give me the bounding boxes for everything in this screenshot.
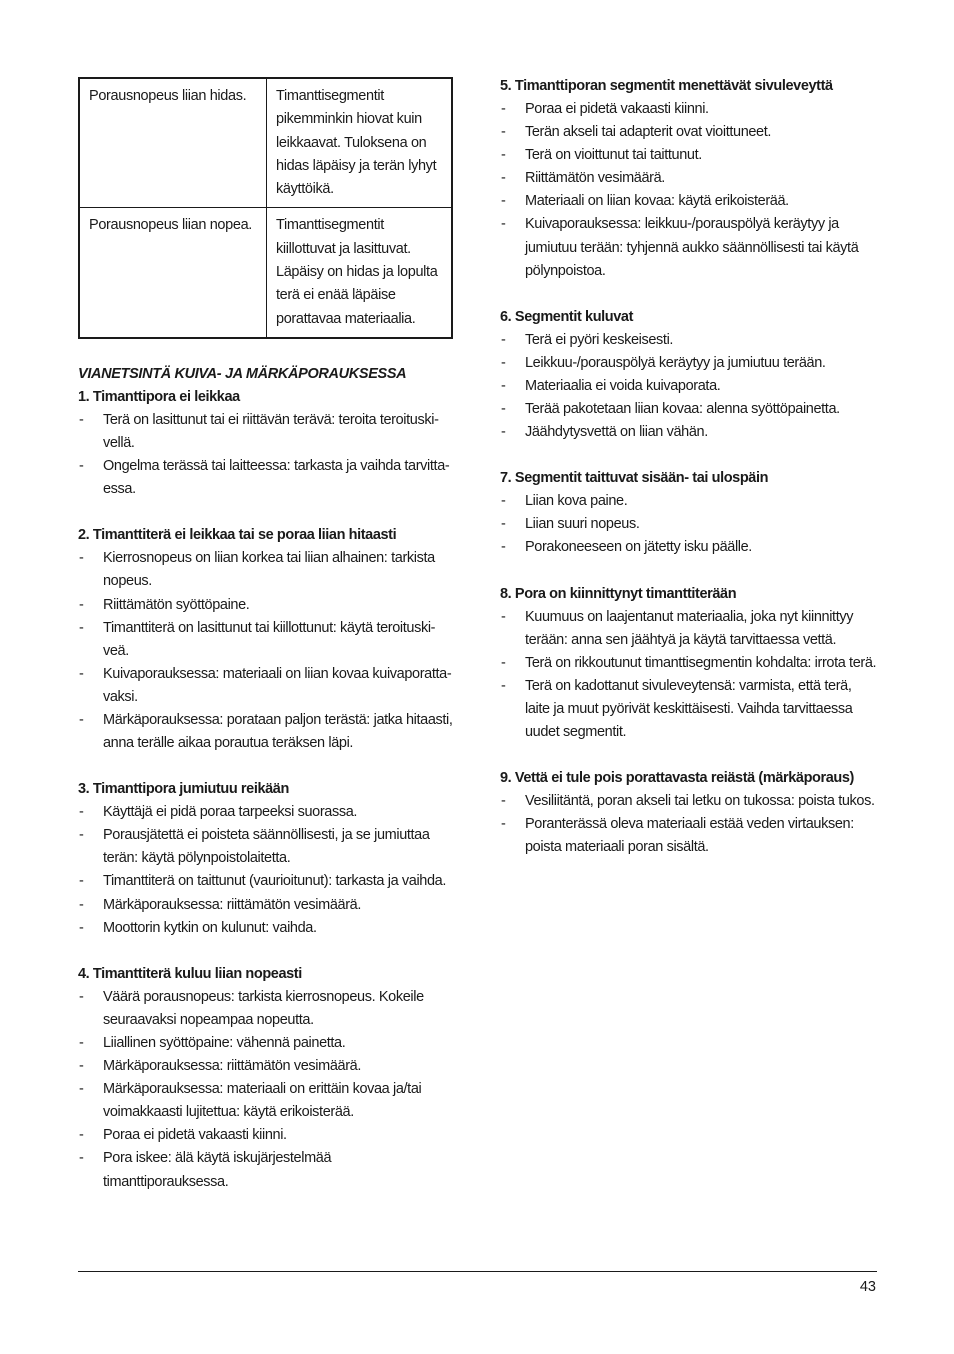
list-item: - Riittämätön vesimäärä.	[500, 167, 878, 190]
list-item: - Timanttiterä on lasittunut tai kiillottunut: käytä teroituskiveä.	[78, 617, 454, 663]
list-item: - Poranterässä oleva materiaali estää veden virtauksen: poista materiaali poran sisältä.	[500, 813, 878, 859]
section-list	[78, 801, 454, 940]
section-list	[78, 409, 454, 501]
section-list	[78, 547, 454, 755]
list-item: - Kuivaporauksessa: leikkuu-/porauspölyä keräytyy ja jumiutuu terään: tyhjennä aukko säännöllisesti tai käytä pölynpoistoa.	[500, 213, 878, 282]
list-item: - Jäähdytysvettä on liian vähän.	[500, 421, 878, 444]
right-sections	[500, 75, 878, 859]
section-title: 6. Segmentit kuluvat	[500, 308, 634, 325]
table-cell-effect: Timanttisegmentit kiillottuvat ja lasittuvat. Läpäisy on hidas ja lopulta terä ei enää läpäise porattavaa materiaalia.	[267, 208, 453, 338]
section-title: 9. Vettä ei tule pois porattavasta reiästä (märkäporaus)	[500, 770, 854, 787]
left-sections	[78, 386, 454, 1194]
table-cell-effect: Timanttisegmentit pikemminkin hiovat kuin leikkaavat. Tuloksena on hidas läpäisy ja terän lyhyt käyttöikä.	[267, 78, 453, 208]
troubleshooting-section	[500, 75, 878, 283]
list-item: - Pora iskee: älä käytä iskujärjestelmää timanttiporauksessa.	[78, 1147, 454, 1193]
list-item: - Terä on vioittunut tai taittunut.	[500, 144, 878, 167]
table-cell-cause: Porausnopeus liian nopea.	[79, 208, 267, 338]
list-item: - Märkäporauksessa: riittämätön vesimäärä.	[78, 1055, 454, 1078]
list-item: - Porakoneeseen on jätetty isku päälle.	[500, 536, 878, 559]
list-item: - Liian suuri nopeus.	[500, 513, 878, 536]
section-list	[500, 790, 878, 859]
section-title: 5. Timanttiporan segmentit menettävät sivuleveyttä	[500, 78, 833, 94]
section-title: 4. Timanttiterä kuluu liian nopeasti	[78, 965, 302, 982]
list-item: - Kierrosnopeus on liian korkea tai liian alhainen: tarkista nopeus.	[78, 547, 454, 593]
list-item: - Terä on kadottanut sivuleveytensä: varmista, että terä, laite ja muut pyörivät keskittäisesti. Vaihda tarvittaessa uudet segmentit.	[500, 675, 878, 744]
troubleshooting-section	[78, 778, 454, 940]
list-item: - Märkäporauksessa: materiaali on erittäin kovaa ja/tai voimakkaasti lujitettua: käytä erikoisterää.	[78, 1078, 454, 1124]
troubleshooting-section	[78, 963, 454, 1194]
section-list	[500, 98, 878, 283]
list-item: - Ongelma terässä tai laitteessa: tarkasta ja vaihda tarvittaessa.	[78, 455, 454, 501]
section-title: 7. Segmentit taittuvat sisään- tai ulospäin	[500, 470, 769, 487]
list-item: - Käyttäjä ei pidä poraa tarpeeksi suorassa.	[78, 801, 454, 824]
list-item: - Terän akseli tai adapterit ovat vioittuneet.	[500, 121, 878, 144]
section-list	[500, 606, 878, 745]
troubleshooting-section	[500, 767, 878, 859]
section-list	[78, 986, 454, 1194]
section-title: 1. Timanttipora ei leikkaa	[78, 388, 240, 405]
list-item: - Kuumuus on laajentanut materiaalia, joka nyt kiinnittyy terään: anna sen jäähtyä ja käytä tarvittaessa vettä.	[500, 606, 878, 652]
table-cell-cause: Porausnopeus liian hidas.	[79, 78, 267, 208]
right-column	[500, 75, 878, 882]
troubleshooting-section	[500, 583, 878, 745]
left-column	[78, 77, 454, 1217]
page-number: 43	[859, 1279, 876, 1295]
list-item: - Kuivaporauksessa: materiaali on liian kovaa kuivaporattavaksi.	[78, 663, 454, 709]
list-item: - Liiallinen syöttöpaine: vähennä painetta.	[78, 1032, 454, 1055]
section-title: 3. Timanttipora jumiutuu reikään	[78, 781, 289, 798]
footer-divider	[78, 1271, 877, 1272]
section-list	[500, 329, 878, 444]
list-item: - Poraa ei pidetä vakaasti kiinni.	[500, 98, 878, 121]
list-item: - Märkäporauksessa: riittämätön vesimäärä.	[78, 894, 454, 917]
list-item: - Timanttiterä on taittunut (vaurioitunut): tarkasta ja vaihda.	[78, 870, 454, 893]
troubleshooting-section	[78, 524, 454, 755]
troubleshooting-section	[500, 306, 878, 444]
table-row	[79, 78, 452, 208]
list-item: - Vesiliitäntä, poran akseli tai letku on tukossa: poista tukos.	[500, 790, 878, 813]
list-item: - Riittämätön syöttöpaine.	[78, 594, 454, 617]
list-item: - Moottorin kytkin on kulunut: vaihda.	[78, 917, 454, 940]
list-item: - Terä on lasittunut tai ei riittävän terävä: teroita teroituskivellä.	[78, 409, 454, 455]
speed-troubleshooting-table	[78, 77, 453, 339]
list-item: - Poraa ei pidetä vakaasti kiinni.	[78, 1124, 454, 1147]
section-title: 8. Pora on kiinnittynyt timanttiterään	[500, 585, 737, 602]
list-item: - Märkäporauksessa: porataan paljon terästä: jatka hitaasti, anna terälle aikaa porautua teräksen läpi.	[78, 709, 454, 755]
section-title: 2. Timanttiterä ei leikkaa tai se poraa liian hitaasti	[78, 527, 397, 544]
section-list	[500, 490, 878, 559]
troubleshooting-heading: VIANETSINTÄ KUIVA- JA MÄRKÄPORAUKSESSA	[78, 365, 407, 382]
list-item: - Väärä porausnopeus: tarkista kierrosnopeus. Kokeile seuraavaksi nopeampaa nopeutta.	[78, 986, 454, 1032]
list-item: - Leikkuu-/porauspölyä keräytyy ja jumiutuu terään.	[500, 352, 878, 375]
list-item: - Materiaali on liian kovaa: käytä erikoisterää.	[500, 190, 878, 213]
list-item: - Terä on rikkoutunut timanttisegmentin kohdalta: irrota terä.	[500, 652, 878, 675]
troubleshooting-section	[78, 386, 454, 501]
list-item: - Terää pakotetaan liian kovaa: alenna syöttöpainetta.	[500, 398, 878, 421]
list-item: - Porausjätettä ei poisteta säännöllisesti, ja se jumiuttaa terän: käytä pölynpoistolaitetta.	[78, 824, 454, 870]
list-item: - Liian kova paine.	[500, 490, 878, 513]
list-item: - Terä ei pyöri keskeisesti.	[500, 329, 878, 352]
list-item: - Materiaalia ei voida kuivaporata.	[500, 375, 878, 398]
troubleshooting-section	[500, 467, 878, 559]
table-row	[79, 208, 452, 338]
